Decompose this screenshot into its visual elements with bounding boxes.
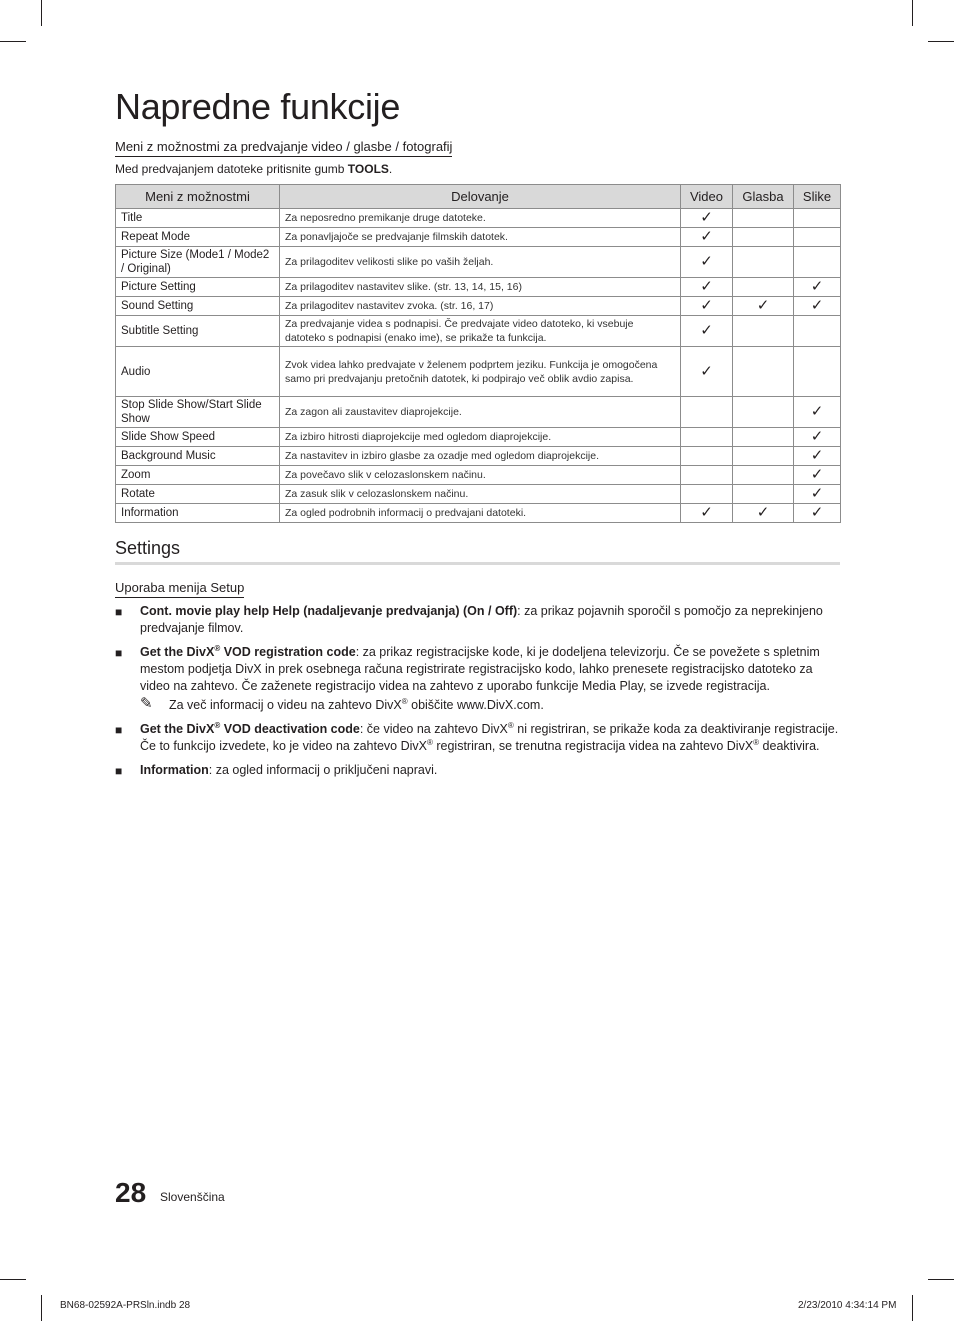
option-name: Background Music — [116, 447, 280, 466]
option-name: Sound Setting — [116, 297, 280, 316]
checkmark-icon: ✓ — [700, 253, 713, 270]
music-check-cell — [733, 278, 794, 297]
list-item: ■ Cont. movie play help Help (nadaljevanje predvajanja) (On / Off): za prikaz pojavnih sporočil s pomočjo za neprekinjeno predvajanje filmov. — [115, 604, 823, 635]
checkmark-icon: ✓ — [700, 504, 713, 521]
table-row — [116, 297, 841, 316]
video-check-cell — [681, 485, 733, 504]
tools-key: TOOLS — [347, 162, 389, 176]
checkmark-icon: ✓ — [810, 278, 824, 295]
checkmark-icon: ✓ — [810, 466, 824, 483]
video-check-cell — [681, 228, 733, 247]
option-description: Za neposredno premikanje druge datoteke. — [280, 209, 681, 228]
crop-mark — [41, 0, 42, 26]
video-check-cell — [681, 347, 733, 397]
table-row — [116, 347, 841, 397]
option-description: Za nastavitev in izbiro glasbe za ozadje med ogledom diaprojekcije. — [280, 447, 681, 466]
header-music: Glasba — [733, 185, 794, 209]
bullet-square-icon: ■ — [115, 646, 123, 660]
print-file-info: BN68-02592A-PRSln.indb 28 — [60, 1300, 191, 1311]
music-check-cell — [733, 316, 794, 347]
option-name: Rotate — [116, 485, 280, 504]
option-name: Picture Size (Mode1 / Mode2 / Original) — [116, 247, 280, 278]
option-description: Za povečavo slik v celozaslonskem načinu. — [280, 466, 681, 485]
crop-mark — [0, 1279, 26, 1280]
photo-check-cell — [794, 278, 841, 297]
option-description: Za izbiro hitrosti diaprojekcije med ogledom diaprojekcije. — [280, 428, 681, 447]
checkmark-icon: ✓ — [810, 403, 824, 420]
list-item: ■ Get the DivX® VOD deactivation code: če video na zahtevo DivX® ni registriran, se prikaže koda za deaktiviranje registracije. Če to funkcijo izvedete, ko je video na zahtevo DivX® registriran, se trenutna registracija videa na zahtevo DivX® deaktivira. — [115, 720, 839, 753]
table-row — [116, 428, 841, 447]
photo-check-cell — [794, 428, 841, 447]
bullet-square-icon: ■ — [115, 764, 123, 778]
table-row — [116, 447, 841, 466]
music-check-cell — [733, 209, 794, 228]
option-description: Za ponavljajoče se predvajanje filmskih datotek. — [280, 228, 681, 247]
checkmark-icon: ✓ — [700, 322, 713, 339]
page-language: Slovenščina — [160, 1190, 225, 1204]
photo-check-cell — [794, 397, 841, 428]
music-check-cell — [733, 485, 794, 504]
option-name: Slide Show Speed — [116, 428, 280, 447]
option-description: Za zasuk slik v celozaslonskem načinu. — [280, 485, 681, 504]
photo-check-cell — [794, 297, 841, 316]
music-check-cell — [733, 504, 794, 523]
photo-check-cell — [794, 347, 841, 397]
checkmark-icon: ✓ — [700, 297, 713, 314]
photo-check-cell — [794, 447, 841, 466]
music-check-cell — [733, 428, 794, 447]
video-check-cell — [681, 397, 733, 428]
table-row — [116, 278, 841, 297]
bullet-square-icon: ■ — [115, 723, 123, 737]
checkmark-icon: ✓ — [700, 278, 713, 295]
table-row — [116, 316, 841, 347]
music-check-cell — [733, 228, 794, 247]
table-row — [116, 485, 841, 504]
bullet-square-icon: ■ — [115, 605, 123, 619]
option-description: Za ogled podrobnih informacij o predvajani datoteki. — [280, 504, 681, 523]
table-body — [116, 209, 841, 523]
option-name: Stop Slide Show/Start Slide Show — [116, 397, 280, 428]
table-row — [116, 397, 841, 428]
checkmark-icon: ✓ — [810, 504, 824, 521]
checkmark-icon: ✓ — [810, 297, 824, 314]
video-check-cell — [681, 447, 733, 466]
checkmark-icon: ✓ — [810, 447, 824, 464]
option-description: Za zagon ali zaustavitev diaprojekcije. — [280, 397, 681, 428]
crop-mark — [928, 1279, 954, 1280]
checkmark-icon: ✓ — [810, 485, 824, 502]
table-row — [116, 209, 841, 228]
note: ✎ Za več informacij o videu na zahtevo DivX® obiščite www.DivX.com. — [140, 695, 544, 712]
list-item: ■ Information: za ogled informacij o priključeni napravi. — [115, 763, 438, 778]
checkmark-icon: ✓ — [756, 504, 770, 521]
table-row — [116, 466, 841, 485]
print-timestamp: 2/23/2010 4:34:14 PM — [798, 1300, 897, 1311]
option-description: Za prilagoditev velikosti slike po vaših željah. — [280, 247, 681, 278]
crop-mark — [0, 41, 26, 42]
table-row — [116, 228, 841, 247]
crop-mark — [41, 1295, 42, 1321]
note-pencil-icon: ✎ — [140, 695, 153, 712]
options-table — [115, 184, 841, 523]
table-header-row — [116, 185, 841, 209]
crop-mark — [912, 1295, 913, 1321]
header-option: Meni z možnostmi — [116, 185, 280, 209]
option-description: Za prilagoditev nastavitev zvoka. (str. 16, 17) — [280, 297, 681, 316]
video-check-cell — [681, 428, 733, 447]
header-function: Delovanje — [280, 185, 681, 209]
photo-check-cell — [794, 316, 841, 347]
music-check-cell — [733, 347, 794, 397]
video-check-cell — [681, 504, 733, 523]
settings-heading: Settings — [115, 538, 840, 565]
setup-heading: Uporaba menija Setup — [115, 580, 244, 598]
option-name: Picture Setting — [116, 278, 280, 297]
checkmark-icon: ✓ — [756, 297, 770, 314]
video-check-cell — [681, 247, 733, 278]
photo-check-cell — [794, 504, 841, 523]
option-name: Zoom — [116, 466, 280, 485]
checkmark-icon: ✓ — [700, 228, 713, 245]
option-description: Za prilagoditev nastavitev slike. (str. 13, 14, 15, 16) — [280, 278, 681, 297]
option-name: Audio — [116, 347, 280, 397]
option-description: Za predvajanje videa s podnapisi. Če predvajate video datoteko, ki vsebuje datoteko s podnapisi (enako ime), se prikaže ta funkcija. — [280, 316, 681, 347]
intro-text: Med predvajanjem datoteke pritisnite gumb TOOLS. — [115, 162, 393, 176]
option-name: Repeat Mode — [116, 228, 280, 247]
crop-mark — [928, 41, 954, 42]
page-number: 28 — [115, 1177, 147, 1208]
option-description: Zvok videa lahko predvajate v želenem podprtem jeziku. Funkcija je omogočena samo pri predvajanju pretočnih datotek, ki podpirajo več oblik avdio zapisa. — [280, 347, 681, 397]
checkmark-icon: ✓ — [700, 209, 713, 226]
table-row — [116, 504, 841, 523]
table-row — [116, 247, 841, 278]
video-check-cell — [681, 209, 733, 228]
option-name: Subtitle Setting — [116, 316, 280, 347]
photo-check-cell — [794, 485, 841, 504]
photo-check-cell — [794, 466, 841, 485]
checkmark-icon: ✓ — [810, 428, 824, 445]
crop-mark — [912, 0, 913, 26]
music-check-cell — [733, 397, 794, 428]
photo-check-cell — [794, 228, 841, 247]
video-check-cell — [681, 316, 733, 347]
video-check-cell — [681, 297, 733, 316]
photo-check-cell — [794, 247, 841, 278]
header-video: Video — [681, 185, 733, 209]
list-item: ■ Get the DivX® VOD registration code: za prikaz registracijske kode, ki je dodeljena televizorju. Če se povežete s spletnim mestom podjetja DivX in prek osebnega računa registrirate registracijsko kodo, lahko prenesete registracijsko datoteko za video na zahtevo. Če zaženete registracijo videa na zahtevo z uporabo funkcije Media Play, se izvede registracija. ✎ Za več informacij o videu na zahtevo DivX® obiščite www.DivX.com. — [115, 644, 840, 714]
setup-bullet-list — [115, 603, 840, 786]
option-name: Information — [116, 504, 280, 523]
section-heading: Meni z možnostmi za predvajanje video / glasbe / fotografij — [115, 139, 452, 157]
music-check-cell — [733, 466, 794, 485]
option-name: Title — [116, 209, 280, 228]
video-check-cell — [681, 278, 733, 297]
music-check-cell — [733, 447, 794, 466]
photo-check-cell — [794, 209, 841, 228]
music-check-cell — [733, 297, 794, 316]
checkmark-icon: ✓ — [700, 362, 713, 380]
page-title: Napredne funkcije — [115, 86, 401, 127]
music-check-cell — [733, 247, 794, 278]
video-check-cell — [681, 466, 733, 485]
header-photo: Slike — [794, 185, 841, 209]
